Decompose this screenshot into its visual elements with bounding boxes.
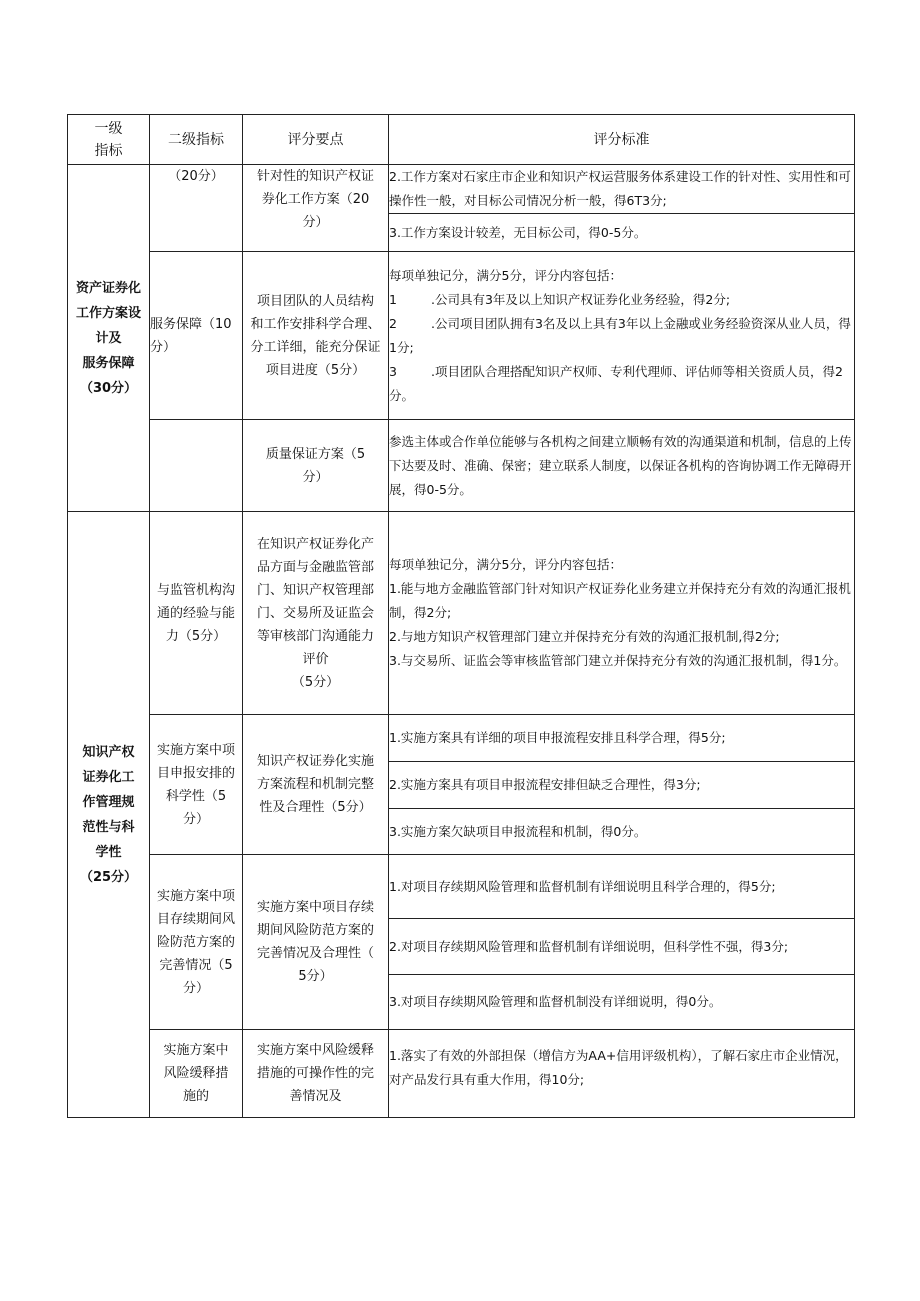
s1-r2-level2: 服务保障（10 分） — [150, 252, 243, 420]
table-row — [68, 1030, 855, 1118]
list-item: 1.能与地方金融监管部门针对知识产权证券化业务建立并保持充分有效的沟通汇报机制，得2分; — [389, 581, 851, 620]
s2-r1-criteria — [389, 512, 855, 715]
s2-r3-criterion-3: 3.对项目存续期风险管理和监督机制没有详细说明，得0分。 — [389, 975, 855, 1030]
s2-r2-criterion-2: 2.实施方案具有项目申报流程安排但缺乏合理性，得3分; — [389, 762, 855, 809]
s2-r2-points: 知识产权证券化实施 方案流程和机制完整 性及合理性（5分） — [243, 715, 389, 855]
s1-r2-points: 项目团队的人员结构 和工作安排科学合理、 分工详细，能充分保证 项目进度（5分） — [243, 252, 389, 420]
s2-r1-level2: 与监管机构沟 通的经验与能 力（5分） — [150, 512, 243, 715]
header-level1: 一级 指标 — [68, 115, 150, 165]
list-item: 2.与地方知识产权管理部门建立并保持充分有效的沟通汇报机制,得2分; — [389, 629, 780, 644]
scoring-table — [67, 114, 855, 1118]
s1-r1-criterion-2: 2.工作方案对石家庄市企业和知识产权运营服务体系建设工作的针对性、实用性和可操作性一般，对目标公司情况分析一般，得6T3分; — [389, 165, 855, 214]
header-row — [68, 115, 855, 165]
table-row — [68, 420, 855, 512]
header-standard: 评分标准 — [389, 115, 855, 165]
s2-r1-intro: 每项单独记分，满分5分，评分内容包括： — [389, 557, 622, 572]
s2-r3-criterion-1: 1.对项目存续期风险管理和监督机制有详细说明且科学合理的，得5分; — [389, 855, 855, 919]
s2-r2-level2: 实施方案中项 目申报安排的 科学性（5 分） — [150, 715, 243, 855]
s2-r2-criterion-3: 3.实施方案欠缺项目申报流程和机制，得0分。 — [389, 809, 855, 855]
s1-r2-criteria — [389, 252, 855, 420]
list-item: 3 .项目团队合理搭配知识产权师、专利代理师、评估师等相关资质人员，得2分。 — [389, 363, 843, 403]
s2-r3-level2: 实施方案中项 目存续期间风 险防范方案的 完善情况（5 分） — [150, 855, 243, 1030]
list-item: 2 .公司项目团队拥有3名及以上具有3年以上金融或业务经验资深从业人员，得1分; — [389, 315, 851, 355]
s2-r4-criterion-1: 1.落实了有效的外部担保（增信方为AA+信用评级机构），了解石家庄市企业情况，对产品发行具有重大作用，得10分; — [389, 1030, 855, 1118]
table-row — [68, 715, 855, 762]
s2-r4-level2: 实施方案中 风险缓释措 施的 — [150, 1030, 243, 1118]
s1-r2-intro: 每项单独记分，满分5分，评分内容包括： — [389, 267, 622, 283]
s1-r1-criterion-3: 3.工作方案设计较差，无目标公司，得0-5分。 — [389, 214, 855, 252]
section1-level1: 资产证券化 工作方案设 计及 服务保障 （30分） — [68, 165, 150, 512]
s2-r3-criterion-2: 2.对项目存续期风险管理和监督机制有详细说明，但科学性不强，得3分; — [389, 919, 855, 975]
header-points: 评分要点 — [243, 115, 389, 165]
s2-r4-points: 实施方案中风险缓释 措施的可操作性的完 善情况及 — [243, 1030, 389, 1118]
table-row — [68, 512, 855, 715]
table-row — [68, 165, 855, 214]
s1-r3-level2-empty — [150, 420, 243, 512]
section2-level1: 知识产权 证券化工 作管理规 范性与科 学性 （25分） — [68, 512, 150, 1118]
s1-r3-points: 质量保证方案（5 分） — [243, 420, 389, 512]
s2-r3-points: 实施方案中项目存续 期间风险防范方案的 完善情况及合理性（ 5分） — [243, 855, 389, 1030]
s2-r1-points: 在知识产权证券化产 品方面与金融监管部 门、知识产权管理部 门、交易所及证监会 等审核部门沟通能力 评价 （5分） — [243, 512, 389, 715]
table-row — [68, 252, 855, 420]
s1-r3-criterion: 参选主体或合作单位能够与各机构之间建立顺畅有效的沟通渠道和机制，信息的上传下达要及时、准确、保密；建立联系人制度，以保证各机构的咨询协调工作无障碍开展，得0-5分。 — [389, 420, 855, 512]
list-item: 1 .公司具有3年及以上知识产权证券化业务经验，得2分; — [389, 291, 731, 307]
s1-r1-points: 针对性的知识产权证 券化工作方案（20 分） — [243, 165, 389, 252]
s1-r1-level2: （20分） — [150, 165, 243, 252]
header-level2: 二级指标 — [150, 115, 243, 165]
s2-r2-criterion-1: 1.实施方案具有详细的项目申报流程安排且科学合理，得5分; — [389, 715, 855, 762]
list-item: 3.与交易所、证监会等审核监管部门建立并保持充分有效的沟通汇报机制，得1分。 — [389, 653, 847, 668]
table-row — [68, 855, 855, 919]
